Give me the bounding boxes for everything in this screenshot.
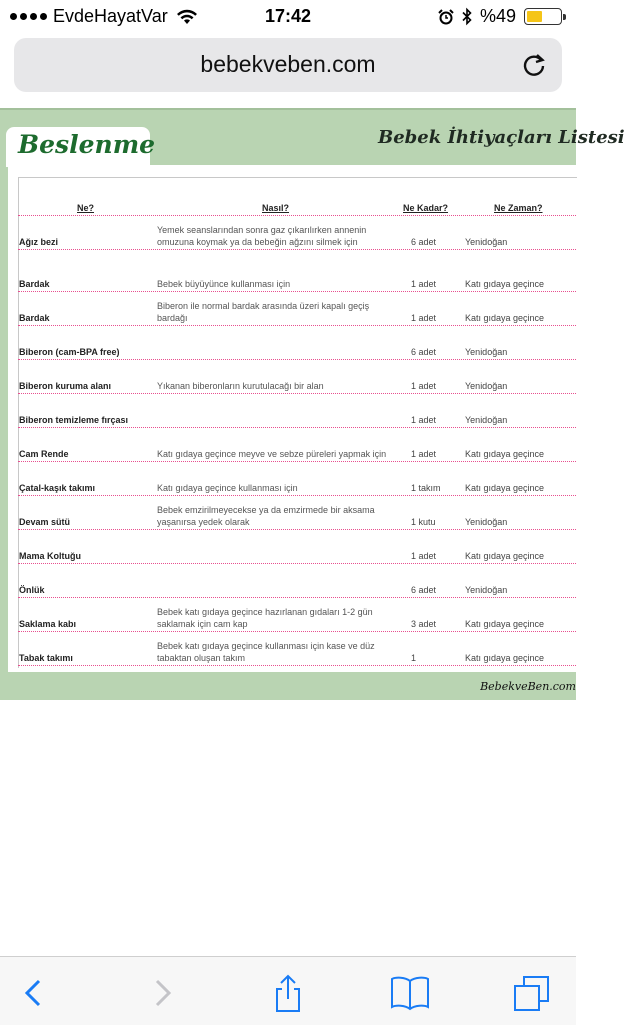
divider (0, 108, 576, 110)
table-row (18, 563, 576, 597)
row-item-when: Yenidoğan (465, 381, 508, 391)
row-item-quantity: 1 adet (411, 279, 437, 289)
back-chevron-icon[interactable] (14, 973, 54, 1013)
row-item-quantity: 1 adet (411, 313, 437, 323)
clock: 17:42 (264, 6, 312, 26)
reload-icon[interactable] (520, 51, 548, 79)
row-item-how: Bebek emzirilmeyecekse ya da emzirmede bir aksama yaşanırsa yedek olarak (157, 505, 375, 527)
row-item-quantity: 6 adet (411, 585, 437, 595)
table-row (18, 427, 576, 461)
row-item-how: Bebek katı gıdaya geçince kullanması için kase ve düz tabaktan oluşan takım (157, 641, 375, 663)
table-row (18, 215, 576, 249)
forward-chevron-icon[interactable] (142, 973, 182, 1013)
row-item-name: Devam sütü (19, 517, 71, 527)
row-item-when: Katı gıdaya geçince (465, 551, 545, 561)
row-item-quantity: 3 adet (411, 619, 437, 629)
row-item-how: Bebek katı gıdaya geçince hazırlanan gıdaları 1-2 gün saklamak için cam kap (157, 607, 373, 629)
row-item-quantity: 1 kutu (411, 517, 436, 527)
row-item-when: Katı gıdaya geçince (465, 483, 545, 493)
bluetooth-icon (462, 8, 472, 25)
address-bar[interactable] (14, 38, 562, 92)
site-credit: BebekveBen.com (480, 680, 576, 693)
row-item-quantity: 1 adet (411, 381, 437, 391)
row-item-when: Katı gıdaya geçince (465, 313, 545, 323)
row-item-how: Yemek seanslarından sonra gaz çıkarılırken annenin omuzuna koymak ya da bebeğin ağzını silmek için (157, 225, 367, 247)
header-how: Nasıl? (262, 203, 290, 213)
row-item-when: Yenidoğan (465, 517, 508, 527)
row-item-quantity: 1 adet (411, 551, 437, 561)
row-item-name: Tabak takımı (19, 653, 73, 663)
browser-toolbar (0, 956, 576, 1025)
section-tab-label: Beslenme (18, 130, 156, 159)
row-item-name: Biberon kuruma alanı (19, 381, 112, 391)
row-divider (18, 249, 576, 250)
row-item-name: Bardak (19, 279, 50, 289)
row-item-quantity: 1 takım (411, 483, 441, 493)
status-bar (0, 0, 576, 32)
table-row (18, 325, 576, 359)
section-tab (6, 127, 156, 167)
bookmarks-icon[interactable] (390, 973, 430, 1013)
battery-icon (524, 8, 562, 25)
document-title: Bebek İhtiyaçları Listesi (378, 127, 625, 148)
row-item-when: Katı gıdaya geçince (465, 653, 545, 663)
battery-percent: %49 (479, 6, 516, 26)
row-item-quantity: 1 adet (411, 449, 437, 459)
table-row (18, 393, 576, 427)
share-icon[interactable] (268, 973, 308, 1013)
table-row (18, 461, 576, 495)
row-item-when: Katı gıdaya geçince (465, 619, 545, 629)
header-when: Ne Zaman? (494, 203, 543, 213)
row-item-how: Bebek büyüyünce kullanması için (157, 279, 291, 289)
alarm-icon (438, 9, 454, 25)
row-item-name: Bardak (19, 313, 50, 323)
row-item-when: Yenidoğan (465, 347, 508, 357)
row-item-name: Saklama kabı (19, 619, 77, 629)
table-row (18, 495, 576, 529)
header-how-much: Ne Kadar? (403, 203, 449, 213)
tabs-icon[interactable] (512, 973, 552, 1013)
table-row (18, 359, 576, 393)
row-item-quantity: 6 adet (411, 347, 437, 357)
row-item-when: Katı gıdaya geçince (465, 449, 545, 459)
carrier-name: EvdeHayatVar (53, 6, 168, 26)
row-item-how: Katı gıdaya geçince kullanması için (157, 483, 298, 493)
row-item-name: Mama Koltuğu (19, 551, 81, 561)
row-item-when: Yenidoğan (465, 237, 508, 247)
row-item-quantity: 1 (411, 653, 417, 663)
row-item-name: Biberon (cam-BPA free) (19, 347, 120, 357)
row-item-quantity: 1 adet (411, 415, 437, 425)
row-item-name: Ağız bezi (19, 237, 59, 247)
row-item-name: Biberon temizleme fırçası (19, 415, 129, 425)
header-what: Ne? (77, 203, 95, 213)
url-text[interactable]: bebekveben.com (200, 51, 376, 77)
row-item-name: Önlük (19, 585, 45, 595)
table-row (18, 257, 576, 291)
row-item-name: Cam Rende (19, 449, 69, 459)
row-divider (18, 665, 576, 666)
row-item-when: Katı gıdaya geçince (465, 279, 545, 289)
row-item-name: Çatal-kaşık takımı (19, 483, 96, 493)
row-item-how: Katı gıdaya geçince meyve ve sebze püreleri yapmak için (157, 449, 387, 459)
table-row (18, 529, 576, 563)
row-item-when: Yenidoğan (465, 415, 508, 425)
table-row (18, 597, 576, 631)
table-row (18, 291, 576, 325)
row-item-quantity: 6 adet (411, 237, 437, 247)
row-item-how: Yıkanan biberonların kurutulacağı bir alan (157, 381, 324, 391)
row-item-when: Yenidoğan (465, 585, 508, 595)
row-item-how: Biberon ile normal bardak arasında üzeri kapalı geçiş bardağı (157, 301, 370, 323)
table-row (18, 631, 576, 665)
